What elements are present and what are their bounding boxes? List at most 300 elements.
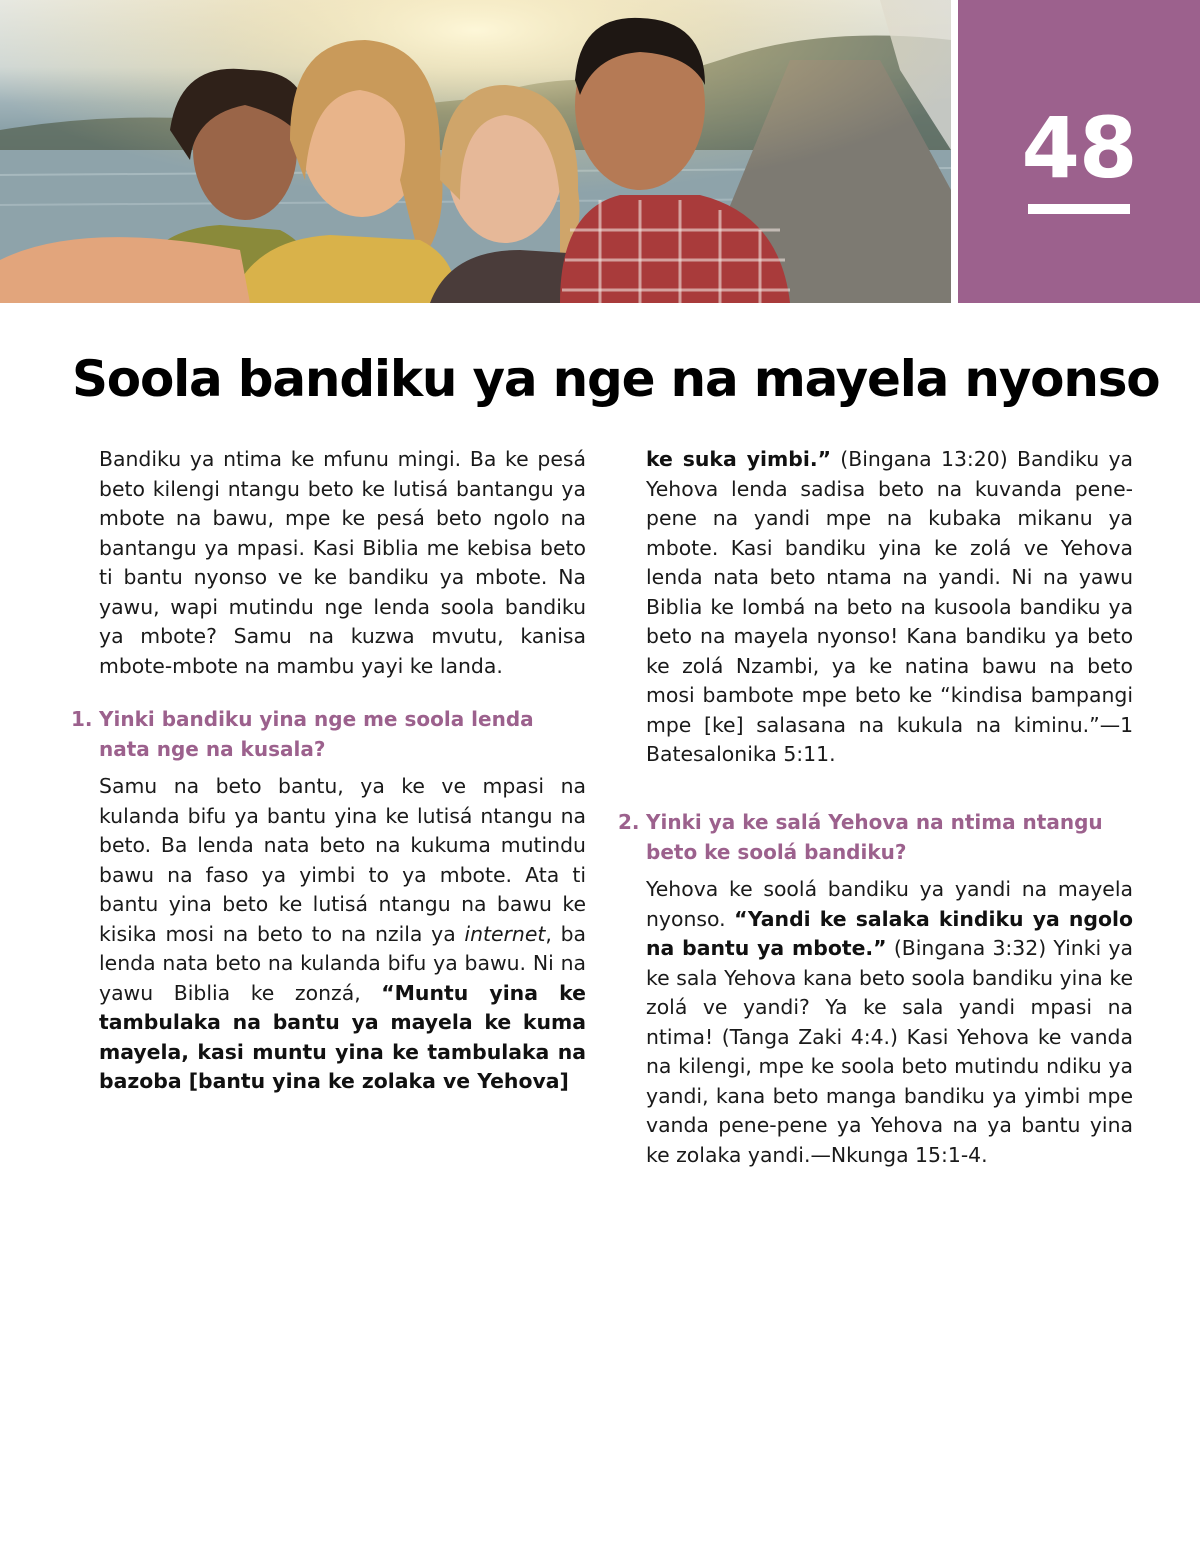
text-fragment: kulanda (99, 803, 180, 828)
text-fragment: beto (846, 594, 893, 619)
text-fragment (901, 683, 909, 707)
text-fragment: zonzá, (294, 980, 361, 1005)
text-fragment: kukuma (410, 833, 491, 857)
text-fragment (926, 595, 934, 619)
text-fragment: Yehova (646, 476, 719, 501)
text-fragment: pene-pene (646, 476, 1134, 530)
text-fragment (511, 1010, 523, 1034)
text-fragment: Kasi (730, 535, 773, 560)
text-fragment (244, 1040, 252, 1064)
text-fragment: suka (682, 447, 737, 471)
text-fragment (773, 536, 785, 560)
text-fragment: kasi (197, 1039, 244, 1064)
text-fragment (932, 683, 940, 707)
text-fragment (487, 892, 497, 916)
text-fragment: beto (1087, 624, 1134, 648)
text-fragment (381, 951, 388, 975)
text-fragment: ntangu (378, 892, 451, 916)
text-fragment: mbote. (646, 535, 719, 560)
text-fragment: “kindisa (940, 683, 1023, 707)
text-fragment: kubaka (928, 506, 1002, 530)
text-fragment: internet (464, 921, 546, 946)
text-fragment: nata (713, 565, 760, 589)
text-fragment (962, 477, 975, 501)
text-fragment (809, 624, 817, 648)
text-fragment (912, 506, 928, 530)
text-fragment: mikanu (1017, 506, 1093, 530)
text-fragment: ya (402, 862, 427, 887)
badge-underline (1028, 204, 1130, 214)
text-fragment: lutisá (417, 803, 473, 828)
text-fragment (286, 863, 299, 887)
text-fragment: ya (1108, 506, 1134, 530)
text-fragment (1062, 477, 1075, 501)
text-fragment (1037, 654, 1049, 678)
text-fragment: yawu (1078, 565, 1134, 589)
text-fragment (723, 654, 735, 678)
section-1-paragraph-continued (646, 445, 1133, 770)
text-fragment: ba (560, 921, 587, 946)
text-fragment: ke (562, 892, 586, 916)
text-fragment (248, 863, 261, 887)
text-fragment: na (700, 624, 726, 648)
question-2-text: Yinki ya ke salá Yehova na ntima ntangu beto ke soolá bandiku? (646, 810, 1103, 864)
text-fragment (409, 804, 417, 828)
text-fragment (734, 595, 742, 619)
text-fragment: ya (431, 921, 456, 946)
text-fragment (230, 981, 251, 1005)
text-fragment: “Muntu (381, 980, 469, 1005)
text-fragment (187, 833, 197, 857)
text-fragment (794, 683, 802, 707)
text-fragment: ya (831, 653, 857, 678)
text-fragment: beto (215, 951, 262, 975)
text-fragment (1002, 506, 1018, 530)
text-fragment (451, 892, 461, 916)
text-fragment (425, 774, 441, 798)
text-fragment: [bantu (188, 1069, 266, 1093)
text-fragment: ke (933, 535, 958, 560)
text-fragment: nata (162, 951, 209, 975)
text-fragment (401, 833, 411, 857)
text-fragment: beto (646, 624, 692, 648)
text-fragment (468, 981, 489, 1005)
text-fragment: bandiku (784, 535, 866, 560)
text-fragment: bantu (272, 1010, 340, 1034)
text-fragment: bifu (187, 803, 227, 828)
text-fragment: na (900, 594, 926, 619)
text-fragment: beto (878, 476, 924, 501)
text-fragment (1012, 595, 1020, 619)
text-fragment: tambulaka (99, 1010, 221, 1034)
text-fragment: zolá (682, 653, 724, 678)
text-fragment: ke (646, 653, 670, 678)
text-fragment (221, 1010, 233, 1034)
text-fragment: ya (360, 774, 385, 798)
text-fragment: beto. (99, 833, 152, 857)
text-fragment (254, 833, 264, 857)
text-fragment: ya (1108, 594, 1134, 619)
text-fragment (344, 774, 360, 798)
text-fragment (261, 1010, 273, 1034)
text-fragment: na (461, 892, 487, 916)
text-fragment (922, 536, 934, 560)
text-fragment: yandi. (938, 565, 1001, 589)
text-fragment: ve (1023, 535, 1049, 560)
text-fragment: na (858, 712, 885, 737)
text-fragment: Biblia (173, 980, 231, 1005)
text-fragment: na (222, 921, 249, 946)
text-fragment (866, 536, 878, 560)
text-fragment: bawu (496, 892, 552, 916)
text-fragment: ke (908, 683, 933, 707)
text-fragment (366, 922, 375, 946)
text-fragment (326, 804, 334, 828)
hero-photo (0, 0, 951, 303)
text-fragment: Kana (906, 624, 958, 648)
text-fragment: 13:20) (940, 447, 1008, 471)
section-2-text-b: (Bingana 3:32) Yinki ya ke sala Yehova kana beto soola bandiku yina ke zolá ve yandi? Ya ke sala yandi mpasi na ntima! (Tanga Zaki 4:4.) Kasi Yehova ke vanda na kilengi, mpe ke soola beto mutindu ndiku ya yandi, kana beto manga bandiku ya yimbi mpe vanda pene-pene ya Yehova na ya bantu yina ke zolaka yandi.—Nkunga 15:1-4. (646, 936, 1133, 1167)
question-1-heading (71, 705, 586, 764)
text-fragment: beto (1087, 653, 1134, 678)
text-fragment (310, 833, 320, 857)
intro-paragraph: Bandiku ya ntima ke mfunu mingi. Ba ke pesá beto kilengi ntangu beto ke lutisá bantangu ya mbote na bawu, mpe ke pesá beto ngolo na bantangu ya mpasi. Kasi Biblia me kebisa beto ti bantu nyonso ve ke bandiku ya mbote. Na yawu, wapi mutindu nge lenda soola bandiku ya mbote? Samu na kuzwa mvutu, kanisa mbote-mbote na mambu yayi ke landa. (99, 447, 586, 678)
text-fragment: ke (392, 1039, 419, 1064)
text-fragment (538, 981, 559, 1005)
text-fragment (1011, 536, 1023, 560)
text-fragment: yina (878, 535, 922, 560)
text-fragment (718, 536, 730, 560)
text-fragment (340, 1010, 352, 1034)
text-fragment (1001, 713, 1014, 737)
text-fragment: to (311, 921, 333, 946)
text-fragment (738, 506, 754, 530)
text-fragment (262, 774, 278, 798)
text-fragment (302, 892, 312, 916)
text-fragment: bawu (99, 862, 155, 887)
text-fragment (1008, 447, 1017, 471)
text-fragment (1032, 565, 1043, 589)
text-fragment (199, 774, 215, 798)
text-fragment: na (267, 951, 294, 975)
text-fragment: sadisa (800, 476, 866, 501)
text-fragment: ke (278, 892, 303, 916)
text-fragment (261, 951, 268, 975)
text-fragment: Batesalonika (646, 742, 777, 766)
text-fragment: ve (442, 1069, 471, 1093)
column-right (618, 808, 1133, 1170)
text-fragment: , (545, 921, 552, 946)
text-fragment (466, 774, 482, 798)
text-fragment: na (712, 506, 739, 530)
text-fragment (248, 922, 257, 946)
text-fragment (153, 981, 174, 1005)
text-fragment: ke (484, 1010, 512, 1034)
text-fragment (552, 892, 562, 916)
text-fragment (839, 595, 847, 619)
text-fragment: yina (335, 1039, 384, 1064)
text-fragment (892, 565, 903, 589)
text-fragment (958, 536, 970, 560)
text-fragment: na (560, 803, 587, 828)
text-fragment: ya (433, 951, 458, 975)
text-fragment (1068, 565, 1079, 589)
question-2-number: 2. (618, 810, 640, 834)
text-fragment (846, 713, 859, 737)
text-fragment (737, 447, 747, 471)
column-right-flow (646, 445, 1133, 770)
text-fragment (924, 477, 937, 501)
text-fragment: beto (854, 683, 901, 707)
text-fragment: na (936, 476, 963, 501)
text-fragment (368, 892, 378, 916)
text-fragment: na (560, 951, 586, 975)
text-fragment: bambote (702, 683, 794, 707)
text-fragment: beto (319, 833, 366, 857)
text-fragment: lenda (731, 476, 788, 501)
text-fragment: bantu (99, 892, 159, 916)
text-fragment: na (813, 594, 839, 619)
text-fragment (157, 774, 173, 798)
text-fragment (473, 1010, 485, 1034)
text-fragment: ntangu (480, 803, 553, 828)
text-fragment: yawu (99, 980, 154, 1005)
text-fragment: kiminu.”—1 (1013, 712, 1134, 737)
lesson-number: 48 (1021, 99, 1137, 197)
text-fragment: ti (572, 862, 586, 887)
text-fragment: lutisá (312, 892, 369, 916)
text-fragment: Yehova (1060, 535, 1134, 560)
text-fragment: Bandiku (1017, 447, 1100, 471)
text-fragment (1075, 654, 1087, 678)
text-fragment: beto (256, 921, 303, 946)
text-fragment (692, 624, 700, 648)
text-fragment (695, 683, 703, 707)
text-fragment: kukula (896, 712, 964, 737)
text-fragment: mpasi (482, 774, 545, 798)
text-fragment: ya (234, 803, 259, 828)
text-fragment (332, 922, 341, 946)
text-fragment: ve (441, 774, 467, 798)
page-title: Soola bandiku ya nge na mayela nyonso (72, 350, 1160, 408)
text-fragment: lenda (99, 951, 156, 975)
text-fragment: bantu (266, 803, 327, 828)
text-fragment: bawu. (464, 951, 527, 975)
text-fragment (512, 863, 525, 887)
text-fragment (182, 1069, 189, 1093)
text-fragment: Ni (532, 951, 554, 975)
text-fragment: lenda (197, 833, 254, 857)
text-fragment (718, 477, 731, 501)
text-fragment (379, 1010, 391, 1034)
text-fragment (365, 833, 375, 857)
text-fragment: yimbi (299, 862, 356, 887)
text-fragment: beto (215, 774, 262, 798)
text-fragment (389, 863, 402, 887)
question-1-number: 1. (71, 707, 93, 731)
text-fragment (788, 477, 801, 501)
text-fragment (554, 951, 561, 975)
text-fragment: ya (1054, 624, 1080, 648)
text-fragment (703, 565, 714, 589)
text-fragment (673, 447, 683, 471)
text-fragment: kuvanda (974, 476, 1062, 501)
text-fragment (847, 683, 855, 707)
text-fragment: ke (646, 447, 673, 471)
text-fragment: na (1049, 653, 1075, 678)
text-fragment (831, 447, 840, 471)
text-fragment (963, 713, 976, 737)
text-fragment: mutindu (500, 833, 586, 857)
text-fragment: salasana (756, 712, 847, 737)
text-fragment: Nzambi, (735, 653, 820, 678)
text-fragment: bandiku (1019, 594, 1101, 619)
text-fragment (871, 506, 887, 530)
text-fragment: natina (904, 653, 970, 678)
text-fragment: 5:11. (783, 742, 836, 766)
text-fragment (491, 833, 501, 857)
text-fragment: kulanda (300, 951, 381, 975)
text-fragment (274, 981, 295, 1005)
text-fragment (458, 951, 465, 975)
text-fragment: Ni (1011, 565, 1033, 589)
text-fragment: zolaka (361, 1069, 436, 1093)
text-fragment: [ke] (704, 712, 744, 737)
text-fragment (549, 1040, 557, 1064)
text-fragment: to (368, 862, 389, 887)
text-fragment (1093, 506, 1109, 530)
text-fragment: na (886, 506, 913, 530)
text-fragment: na (902, 565, 928, 589)
text-fragment (321, 1069, 328, 1093)
text-fragment: beto (769, 565, 816, 589)
text-fragment: nyonso! (816, 624, 899, 648)
text-fragment: na (340, 921, 367, 946)
text-fragment: beto (222, 892, 269, 916)
text-fragment: muntu (252, 1039, 327, 1064)
text-fragment (1023, 683, 1031, 707)
text-fragment: kisika (99, 921, 157, 946)
text-fragment: na (232, 1010, 261, 1034)
text-fragment (856, 654, 868, 678)
text-fragment: ke (710, 594, 734, 619)
text-fragment (193, 863, 206, 887)
text-fragment (268, 892, 278, 916)
text-fragment (932, 447, 941, 471)
text-fragment: yina (168, 892, 212, 916)
text-fragment (427, 863, 440, 887)
text-fragment: na (1042, 565, 1069, 589)
text-fragment: yina (334, 803, 378, 828)
text-fragment (969, 654, 981, 678)
text-fragment (154, 863, 167, 887)
text-fragment: mpe (825, 506, 872, 530)
section-2-text-a: Yehova ke soolá bandiku ya yandi na mayela nyonso. (646, 877, 1133, 931)
text-fragment (385, 774, 401, 798)
text-fragment (355, 1069, 362, 1093)
text-fragment: (Bingana (840, 447, 932, 471)
lesson-number-badge (958, 0, 1200, 303)
text-fragment (1001, 565, 1012, 589)
text-fragment: yandi (753, 506, 811, 530)
text-fragment (1048, 536, 1060, 560)
text-fragment: bazoba (99, 1069, 182, 1093)
text-fragment: Biblia (646, 594, 703, 619)
text-fragment (553, 804, 561, 828)
text-fragment: na (375, 833, 401, 857)
text-fragment: Ata (525, 862, 560, 887)
text-fragment: nzila (374, 921, 423, 946)
text-fragment: ke (385, 803, 409, 828)
text-fragment (691, 713, 704, 737)
text-fragment: kusoola (933, 594, 1012, 619)
text-fragment: ntama (826, 565, 892, 589)
text-fragment: na (167, 862, 193, 887)
text-fragment: bandiku (965, 624, 1047, 648)
text-fragment (214, 922, 223, 946)
text-fragment (816, 565, 827, 589)
text-fragment: lenda (646, 565, 703, 589)
text-fragment: mosi (165, 921, 215, 946)
text-fragment: bifu (387, 951, 427, 975)
text-fragment (436, 1069, 443, 1093)
text-fragment: ke (559, 980, 586, 1005)
text-fragment (259, 804, 267, 828)
text-fragment (670, 654, 682, 678)
text-fragment (865, 477, 878, 501)
text-fragment: mayela, (99, 1039, 189, 1064)
text-fragment (892, 654, 904, 678)
text-fragment: yina (272, 1069, 321, 1093)
text-fragment (697, 506, 713, 530)
text-fragment (552, 922, 561, 946)
text-fragment: bawu (981, 653, 1037, 678)
text-fragment (810, 506, 826, 530)
text-fragment: ya (351, 1010, 379, 1034)
text-fragment: mosi (646, 683, 695, 707)
text-fragment: ke (250, 980, 275, 1005)
text-fragment: faso (205, 862, 249, 887)
text-fragment: ke (868, 653, 893, 678)
text-fragment: mayela (390, 1010, 473, 1034)
text-fragment (212, 892, 222, 916)
text-fragment (1101, 595, 1109, 619)
text-fragment: bampangi (1030, 683, 1134, 707)
text-fragment: mpe (646, 712, 692, 737)
text-fragment: yina (489, 980, 538, 1005)
text-fragment (744, 713, 757, 737)
text-fragment (559, 863, 572, 887)
text-fragment: na (173, 774, 200, 798)
text-fragment (180, 804, 188, 828)
text-fragment (158, 892, 168, 916)
text-fragment (526, 951, 533, 975)
text-fragment (544, 774, 560, 798)
text-fragment: ke (401, 774, 425, 798)
text-fragment: Yehova] (477, 1069, 569, 1093)
text-fragment (355, 863, 368, 887)
text-fragment (1046, 624, 1054, 648)
text-fragment: ya (1108, 447, 1134, 471)
text-fragment: mayela (733, 624, 809, 648)
text-fragment: tambulaka (427, 1039, 550, 1064)
section-1-paragraph (99, 772, 586, 1097)
text-fragment: Ba (160, 833, 188, 857)
text-fragment (303, 922, 312, 946)
text-fragment: na (975, 712, 1002, 737)
text-fragment (819, 654, 831, 678)
text-fragment: nata (263, 833, 310, 857)
